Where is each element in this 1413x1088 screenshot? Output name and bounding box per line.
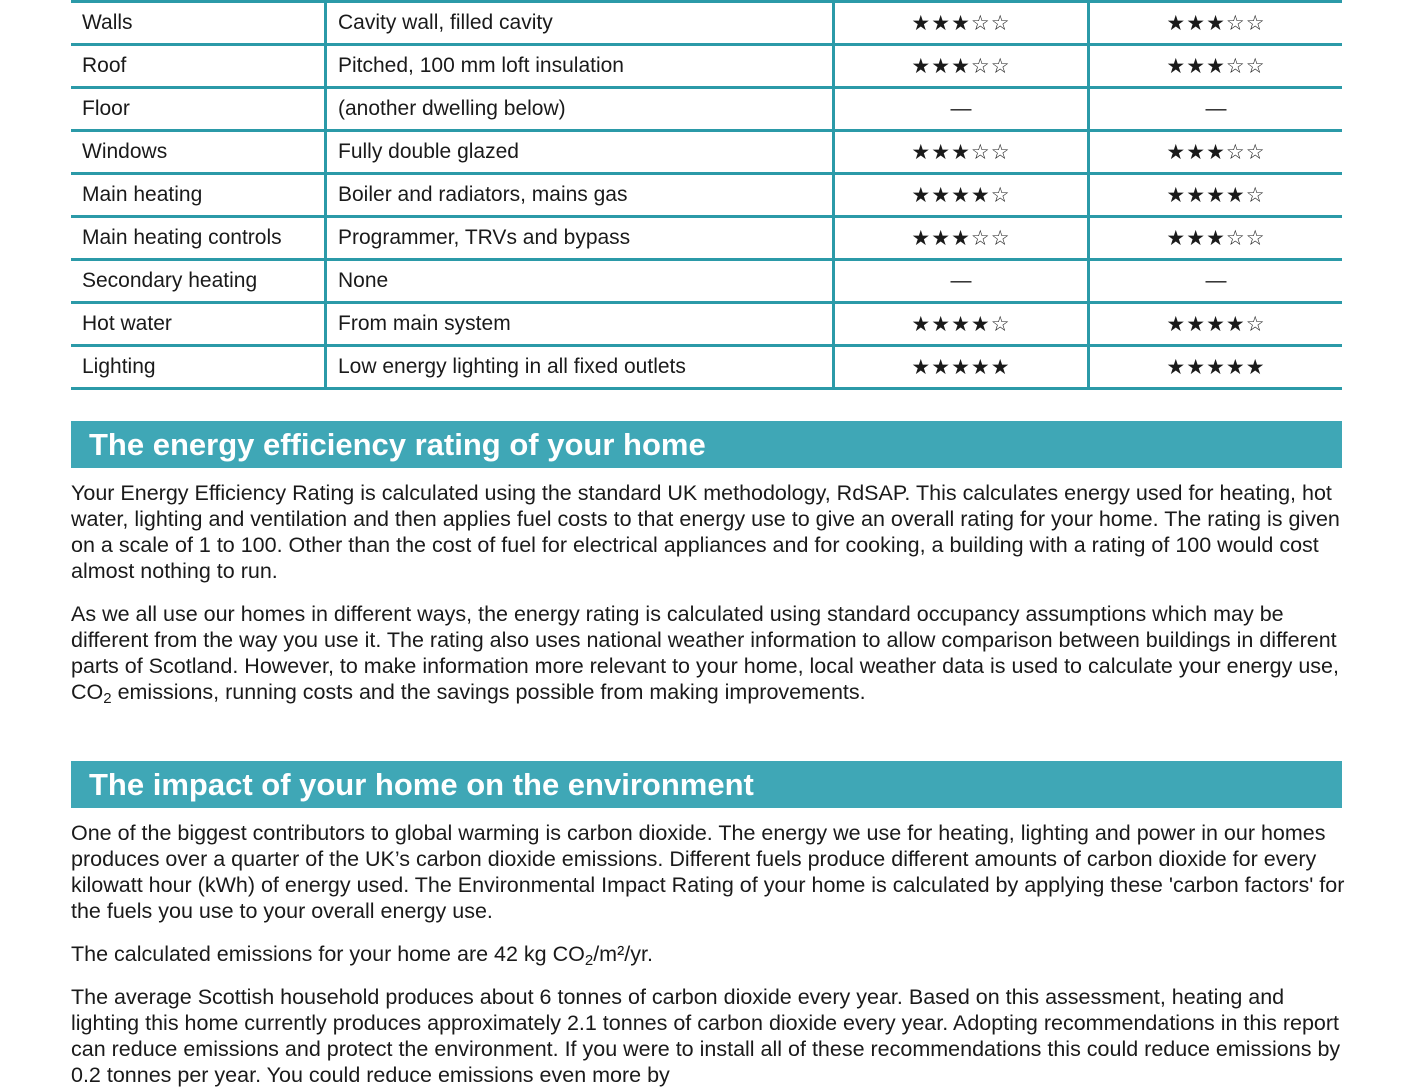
features-table: [71, 0, 1342, 390]
environment-section-heading: The impact of your home on the environment: [71, 761, 1342, 808]
table-row: [71, 88, 1342, 131]
environment-paragraph-3: The average Scottish household produces about 6 tonnes of carbon dioxide every year. Based on this assessment, heating and lighting this home currently produces approximately 2.1 tonnes of carbon dioxide every year. Adopting recommendations in this report can reduce emissions and protect the environment. If you were to install all of these recommendations this could reduce emissions by 0.2 tonnes per year. You could reduce emissions even more by: [71, 985, 1341, 1087]
environmental-rating-stars: ★★★☆☆: [1089, 131, 1343, 174]
environmental-rating-stars: ★★★☆☆: [1089, 217, 1343, 260]
energy-rating-stars: ★★★★☆: [834, 174, 1089, 217]
environmental-rating-stars: ★★★★★: [1089, 346, 1343, 389]
energy-rating-stars: ★★★☆☆: [834, 2, 1089, 45]
energy-rating-stars: ★★★☆☆: [834, 131, 1089, 174]
description-cell: Boiler and radiators, mains gas: [326, 174, 834, 217]
table-row: [71, 217, 1342, 260]
element-cell: Main heating: [71, 174, 326, 217]
efficiency-paragraph-1: Your Energy Efficiency Rating is calculated using the standard UK methodology, RdSAP. This calculates energy used for heating, hot water, lighting and ventilation and then applies fuel costs to that energy use to give an overall rating for your home. The rating is given on a scale of 1 to 100. Other than the cost of fuel for electrical appliances and for cooking, a building with a rating of 100 would cost almost nothing to run.: [71, 481, 1340, 583]
element-cell: Windows: [71, 131, 326, 174]
energy-rating-stars: ★★★★★: [834, 346, 1089, 389]
environment-paragraph-1: One of the biggest contributors to global warming is carbon dioxide. The energy we use for heating, lighting and power in our homes produces over a quarter of the UK’s carbon dioxide emissions. Different fuels produce different amounts of carbon dioxide for every kilowatt hour (kWh) of energy used. The Environmental Impact Rating of your home is calculated by applying these 'carbon factors' for the fuels you use to your overall energy use.: [71, 821, 1345, 923]
description-cell: Low energy lighting in all fixed outlets: [326, 346, 834, 389]
element-cell: Hot water: [71, 303, 326, 346]
table-row: [71, 346, 1342, 389]
description-cell: Pitched, 100 mm loft insulation: [326, 45, 834, 88]
environmental-rating-stars: ★★★★☆: [1089, 303, 1343, 346]
efficiency-paragraph-2: As we all use our homes in different ways, the energy rating is calculated using standard occupancy assumptions which may be different from the way you use it. The rating also uses national weather information to allow comparison between buildings in different parts of Scotland. However, to make information more relevant to your home, local weather data is used to calculate your energy use, $CO_2$ emissions, running costs and the savings possible from making improvements.: [71, 602, 1339, 707]
energy-rating-stars: ★★★★☆: [834, 303, 1089, 346]
description-cell: Programmer, TRVs and bypass: [326, 217, 834, 260]
energy-rating-stars: ★★★☆☆: [834, 217, 1089, 260]
table-row: [71, 45, 1342, 88]
element-cell: Lighting: [71, 346, 326, 389]
environmental-rating-stars: ★★★★☆: [1089, 174, 1343, 217]
table-row: [71, 2, 1342, 45]
environmental-rating-none: —: [1089, 88, 1343, 131]
energy-rating-none: —: [834, 260, 1089, 303]
emissions-statement: The calculated emissions for your home are 42 kg $CO_2/m^2/yr$.: [71, 942, 653, 969]
description-cell: From main system: [326, 303, 834, 346]
element-cell: Main heating controls: [71, 217, 326, 260]
environmental-rating-stars: ★★★☆☆: [1089, 45, 1343, 88]
element-cell: Walls: [71, 2, 326, 45]
energy-rating-stars: ★★★☆☆: [834, 45, 1089, 88]
efficiency-section-heading: The energy efficiency rating of your home: [71, 421, 1342, 468]
description-cell: None: [326, 260, 834, 303]
description-cell: (another dwelling below): [326, 88, 834, 131]
environmental-rating-none: —: [1089, 260, 1343, 303]
element-cell: Secondary heating: [71, 260, 326, 303]
table-row: [71, 303, 1342, 346]
description-cell: Fully double glazed: [326, 131, 834, 174]
environmental-rating-stars: ★★★☆☆: [1089, 2, 1343, 45]
table-row: [71, 131, 1342, 174]
element-cell: Roof: [71, 45, 326, 88]
element-cell: Floor: [71, 88, 326, 131]
description-cell: Cavity wall, filled cavity: [326, 2, 834, 45]
energy-rating-none: —: [834, 88, 1089, 131]
table-row: [71, 260, 1342, 303]
table-row: [71, 174, 1342, 217]
